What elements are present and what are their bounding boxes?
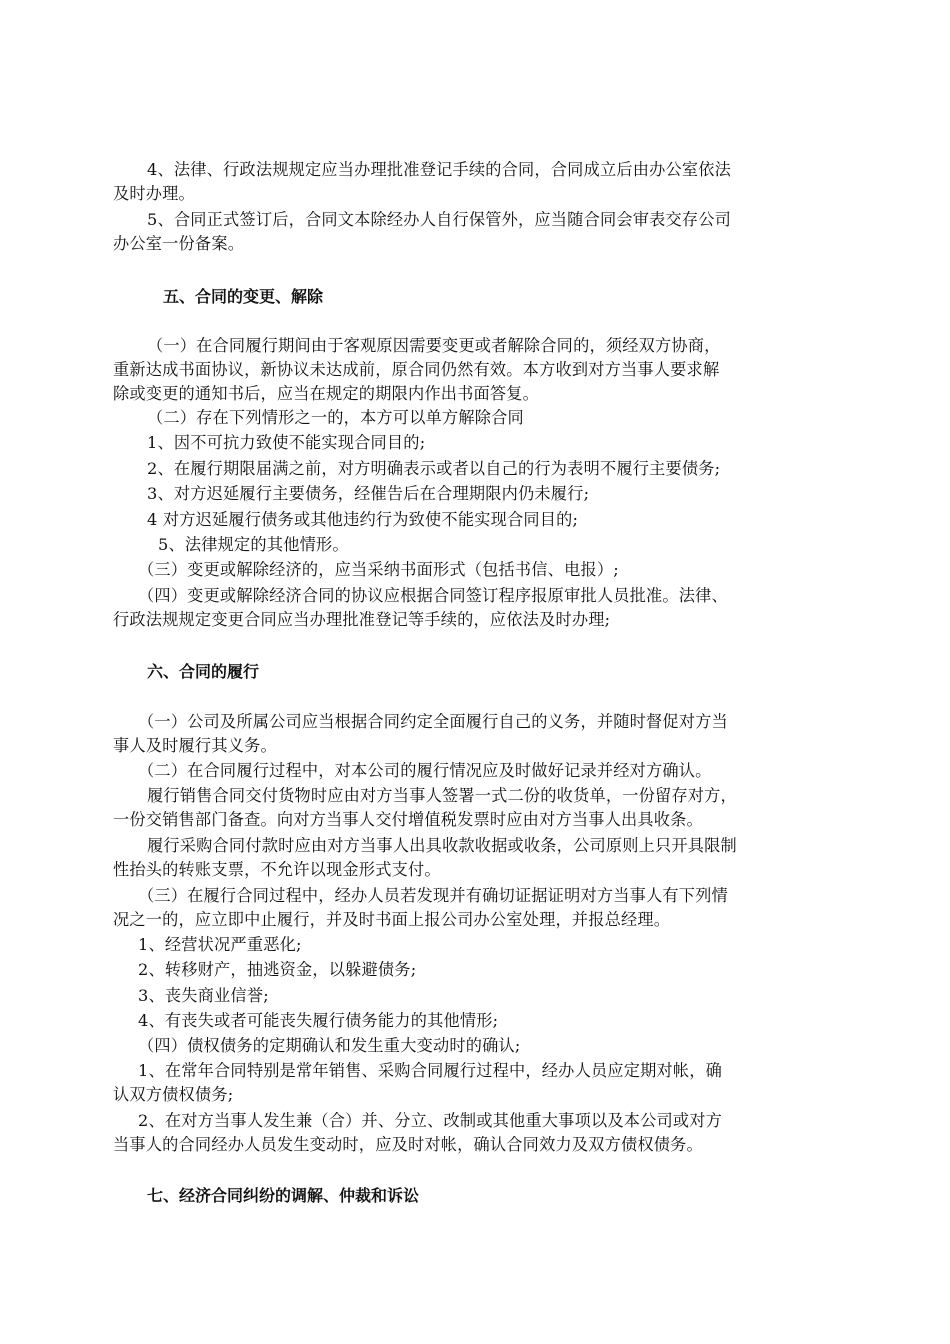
section-heading-5: 五、合同的变更、解除 — [163, 287, 324, 306]
text-line: 履行采购合同付款时应由对方当事人出具收款收据或收条，公司原则上只开具限制 — [147, 836, 737, 855]
text-line: 重新达成书面协议，新协议未达成前，原合同仍然有效。本方收到对方当事人要求解 — [113, 360, 720, 379]
text-line: （一）公司及所属公司应当根据合同约定全面履行自己的义务，并随时督促对方当 — [138, 712, 728, 731]
text-line: 履行销售合同交付货物时应由对方当事人签署一式二份的收货单，一份留存对方， — [147, 786, 737, 805]
text-line: 1、因不可抗力致使不能实现合同目的; — [147, 433, 426, 452]
text-line: 5、法律规定的其他情形。 — [158, 535, 349, 554]
text-line: 2、在履行期限届满之前，对方明确表示或者以自己的行为表明不履行主要债务; — [147, 459, 721, 478]
text-line: （四）债权债务的定期确认和发生重大变动时的确认; — [138, 1036, 521, 1055]
text-line: 办公室一份备案。 — [113, 234, 245, 253]
section-heading-6: 六、合同的履行 — [147, 662, 260, 681]
text-line: 3、丧失商业信誉; — [138, 986, 269, 1005]
text-line: 4、有丧失或者可能丧失履行债务能力的其他情形; — [138, 1011, 499, 1030]
text-line: 况之一的，应立即中止履行，并及时书面上报公司办公室处理，并报总经理。 — [113, 910, 671, 929]
text-line: 行政法规规定变更合同应当办理批准登记等手续的，应依法及时办理; — [113, 610, 611, 629]
text-line: 事人及时履行其义务。 — [113, 736, 277, 755]
text-line: 5、合同正式签订后，合同文本除经办人自行保管外，应当随合同会审表交存公司 — [147, 210, 732, 229]
text-line: （三）在履行合同过程中，经办人员若发现并有确切证据证明对方当事人有下列情 — [138, 886, 728, 905]
text-line: 当事人的合同经办人员发生变动时，应及时对帐，确认合同效力及双方债权债务。 — [113, 1135, 703, 1154]
text-line: 及时办理。 — [113, 184, 195, 203]
text-line: （四）变更或解除经济合同的协议应根据合同签订程序报原审批人员批准。法律、 — [138, 586, 728, 605]
text-line: 4、法律、行政法规规定应当办理批准登记手续的合同，合同成立后由办公室依法 — [147, 160, 732, 179]
text-line: （二）在合同履行过程中，对本公司的履行情况应及时做好记录并经对方确认。 — [138, 761, 712, 780]
text-line: （一）在合同履行期间由于客观原因需要变更或者解除合同的，须经双方协商， — [147, 336, 721, 355]
text-line: 一份交销售部门备查。向对方当事人交付增值税发票时应由对方当事人出具收条。 — [113, 810, 703, 829]
text-line: 2、在对方当事人发生兼（合）并、分立、改制或其他重大事项以及本公司或对方 — [138, 1111, 723, 1130]
section-heading-7: 七、经济合同纠纷的调解、仲裁和诉讼 — [147, 1186, 420, 1205]
text-line: 4 对方迟延履行债务或其他违约行为致使不能实现合同目的; — [147, 510, 579, 529]
text-line: 认双方债权债务; — [113, 1085, 234, 1104]
text-line: （二）存在下列情形之一的，本方可以单方解除合同 — [147, 408, 524, 427]
text-line: 1、在常年合同特别是常年销售、采购合同履行过程中，经办人员应定期对帐，确 — [138, 1061, 723, 1080]
text-line: 性抬头的转账支票，不允许以现金形式支付。 — [113, 860, 441, 879]
text-line: 1、经营状况严重恶化; — [138, 935, 302, 954]
text-line: （三）变更或解除经济的，应当采纳书面形式（包括书信、电报）; — [138, 560, 619, 579]
text-line: 除或变更的通知书后，应当在规定的期限内作出书面答复。 — [113, 384, 540, 403]
text-line: 2、转移财产，抽逃资金，以躲避债务; — [138, 960, 417, 979]
text-line: 3、对方迟延履行主要债务，经催告后在合理期限内仍未履行; — [147, 484, 590, 503]
